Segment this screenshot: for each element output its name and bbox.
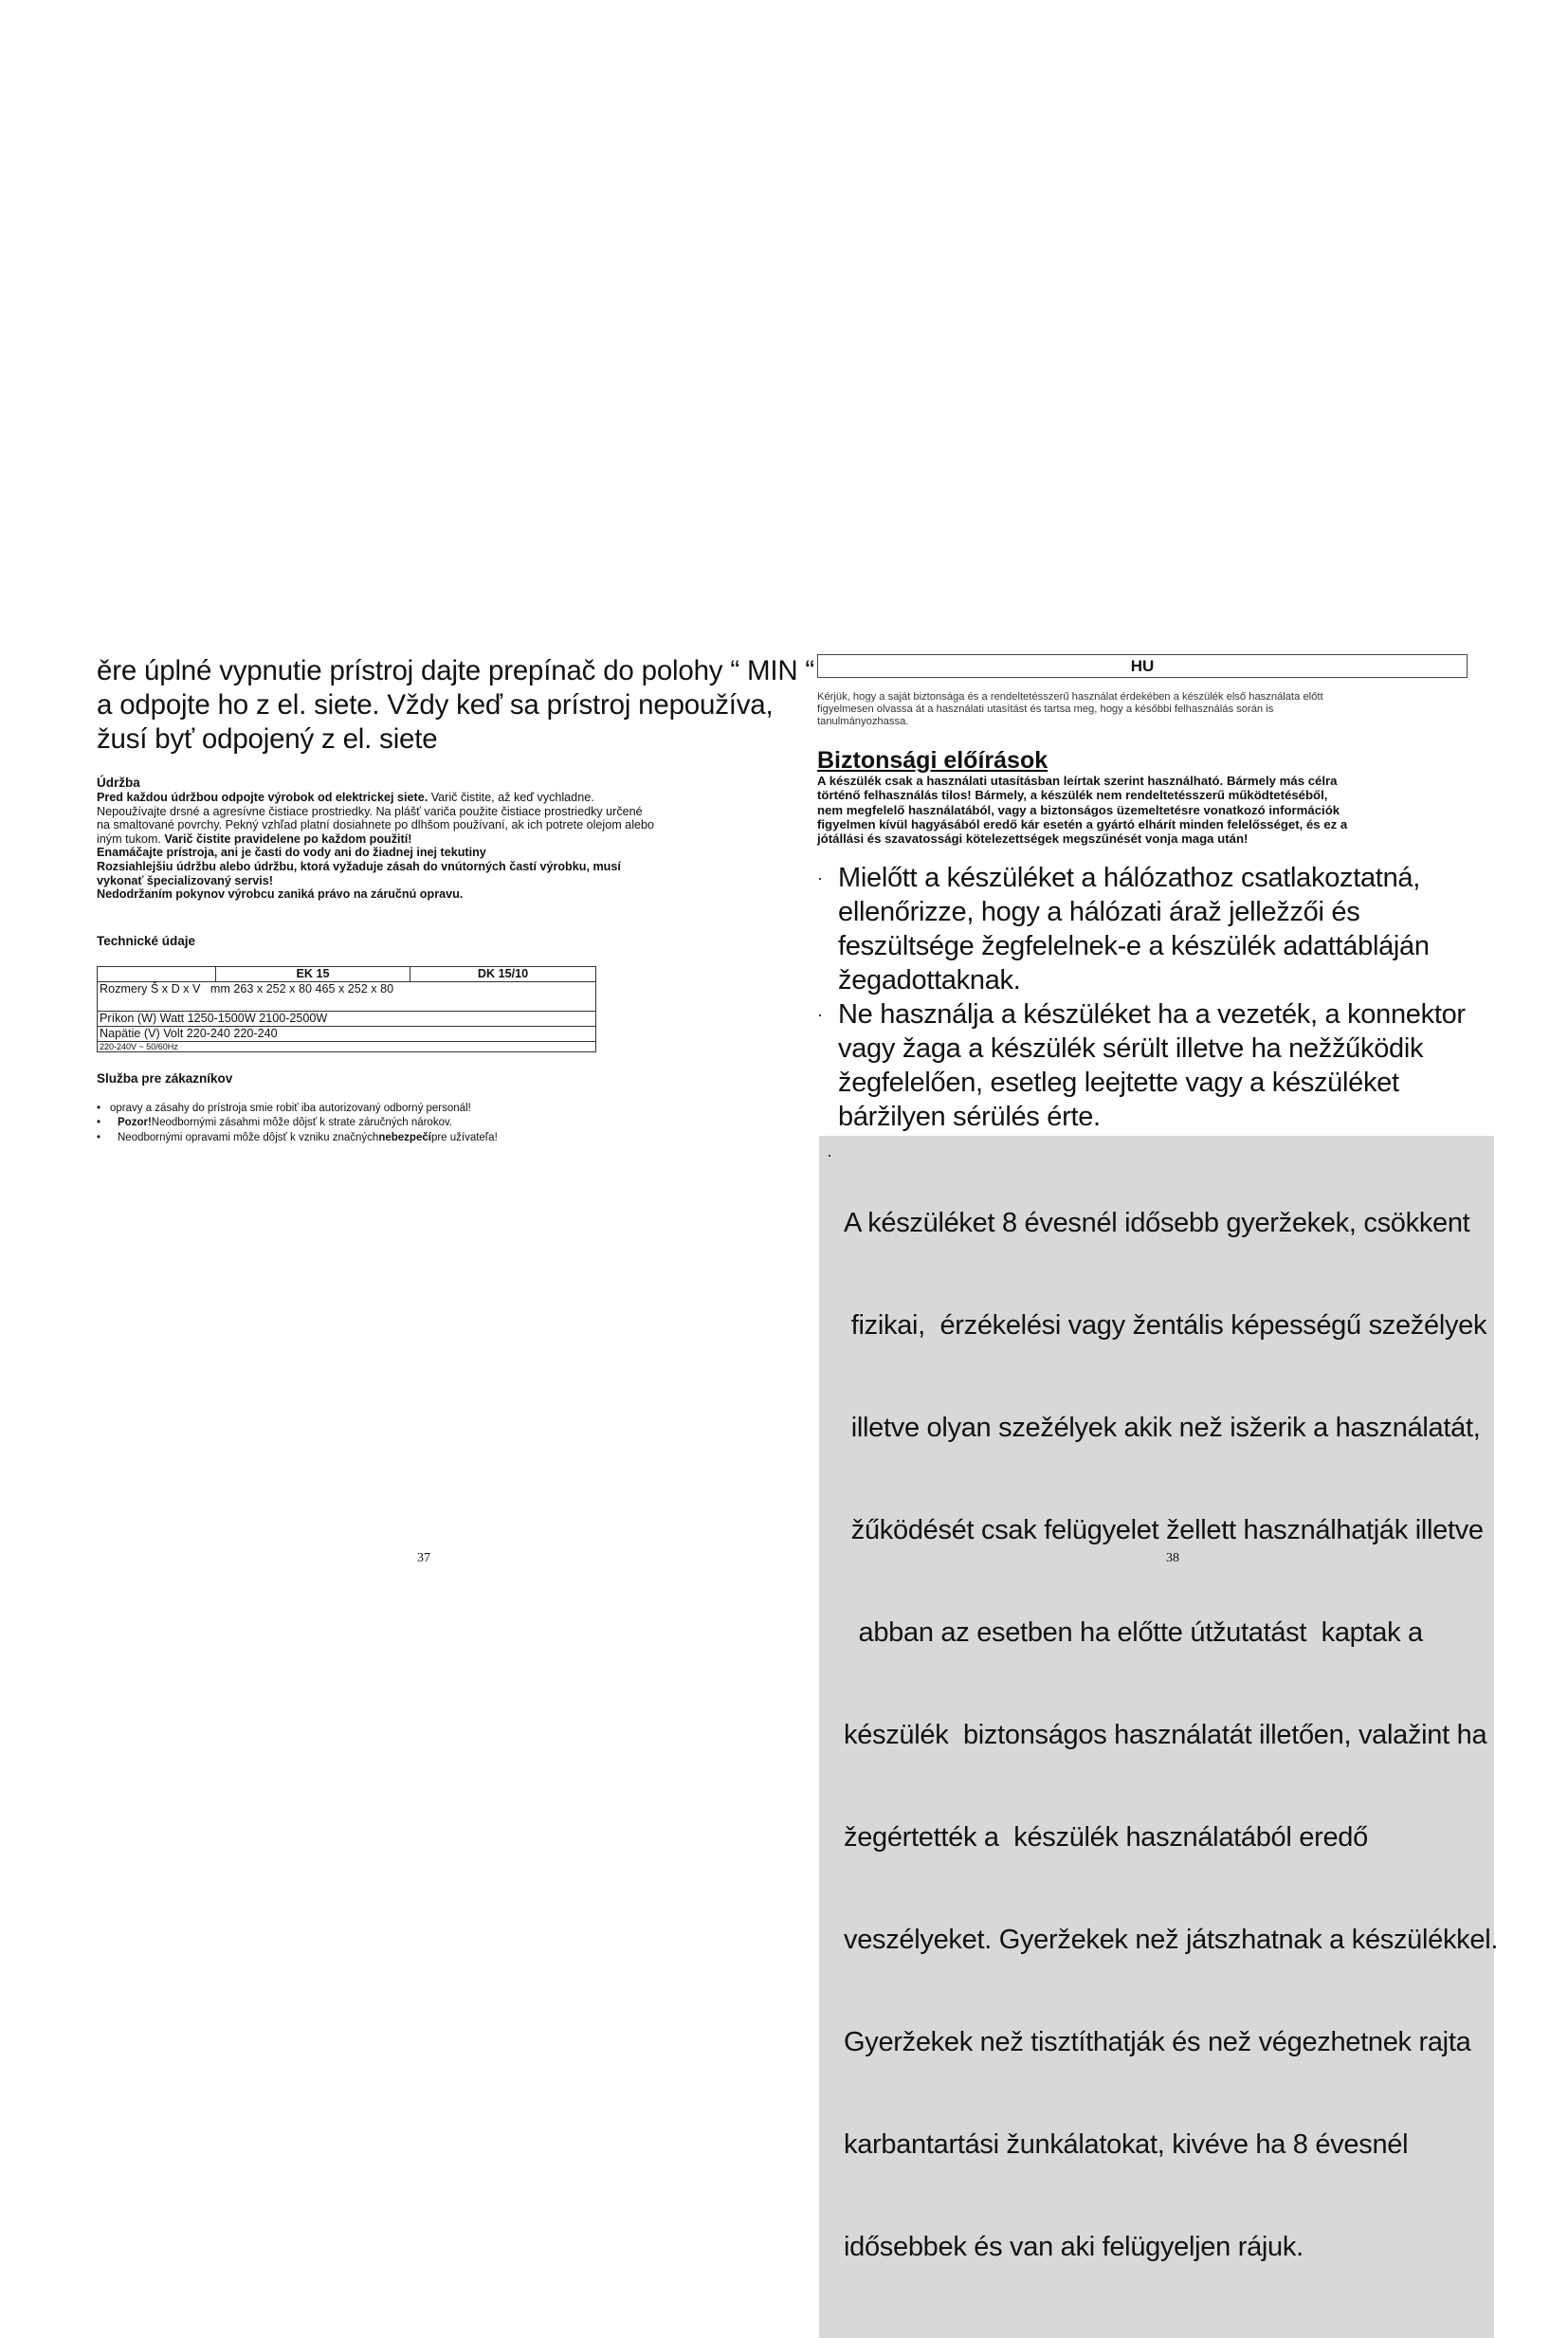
safety-item (817, 997, 1486, 1134)
intro-line: ěre úplné vypnutie prístroj dajte prepínač do polohy “ MIN “ (97, 655, 815, 686)
safety-item-line: illetve olyan szežélyek akik než isžerik a használatát, (844, 1413, 1481, 1444)
safety-item-line: ellenőrizze, hogy a hálózati áraž jelležzői és (838, 897, 1360, 928)
table-header-cell: DK 15/10 (410, 966, 596, 981)
list-item-text: Neodbornými zásahmi môže dôjsť k strate záručných nárokov. (151, 1117, 453, 1129)
list-item (97, 1116, 760, 1131)
maintenance-text (97, 791, 760, 902)
maintenance-line: Nepoužívajte drsné a agresívne čistiace prostriedky. Na plášť variča použite čistiace prostriedky určené (97, 804, 643, 818)
bullet-icon: · (817, 1005, 823, 1025)
maintenance-line: Rozsiahlejšiu údržbu alebo údržbu, ktorá vyžaduje zásah do vnútorných častí výrobku, musí (97, 859, 621, 873)
maintenance-line: Enamáčajte prístroja, ani je časti do vody ani do žiadnej inej tekutiny (97, 846, 486, 860)
safety-item (817, 861, 1486, 997)
list-item-text: pre užívateľa! (430, 1131, 498, 1143)
maintenance-line: vykonať špecializovaný servis! (97, 873, 273, 887)
service-title: Služba pre zákazníkov (97, 1070, 233, 1086)
safety-intro-line: A készülék csak a használati utasításban leírtak szerint használható. Bármely más célra (817, 774, 1338, 788)
safety-item-line: karbantartási žunkálatokat, kivéve ha 8 évesnél (844, 2129, 1409, 2161)
list-item-bold: Pozor! (118, 1117, 152, 1129)
safety-intro-line: történő felhasználás tilos! Bármely, a készülék nem rendeltetésszerű működtetéséből, (817, 788, 1328, 803)
safety-item-line: Gyeržekek než tisztíthatják és než végezhetnek rajta (844, 2027, 1471, 2058)
safety-item-line: feszültsége žegfelelnek-e a készülék adattábláján (838, 931, 1430, 962)
table-cell: Rozmery Š x D x V mm 263 x 252 x 80 465 x 252 x 80 (98, 981, 596, 1011)
bullet-icon: • (97, 1131, 101, 1143)
maintenance-line: na smaltované povrchy. Pekný vzhľad platní dosiahnete po dlhšom používaní, ak ich potrete olejom alebo (97, 818, 655, 832)
intro-line: Kérjük, hogy a saját biztonsága és a rendeltetésszerű használat érdekében a készülék első használata előtt (817, 691, 1323, 703)
table-row (98, 981, 596, 1011)
right-page (817, 654, 1499, 2338)
safety-item-line: készülék biztonságos használatát illetően, valažint ha (844, 1720, 1487, 1751)
safety-item-line: báržilyen sérülés érte. (838, 1102, 1101, 1133)
safety-item-line: A készüléket 8 évesnél idősebb gyeržekek, csökkent (844, 1208, 1470, 1239)
list-item (97, 1102, 760, 1117)
language-box: HU (817, 654, 1468, 678)
safety-item-line: žegértették a készülék használatából eredő (844, 1822, 1368, 1854)
intro-line: tanulmányozhassa. (817, 716, 909, 727)
technical-table (97, 966, 596, 1052)
safety-intro-line: nem megfelelő használatából, vagy a biztonságos üzemeltetésre vonatkozó információk (817, 802, 1340, 817)
maintenance-title: Údržba (97, 776, 140, 790)
safety-intro-line: figyelmen kívül hagyásából eredő kár esetén a gyártó elhárít minden felelősséget, és ez a (817, 816, 1348, 831)
bullet-icon: · (827, 1145, 832, 1165)
safety-item-line: žegadottaknak. (838, 965, 1021, 996)
technical-title: Technické údaje (97, 933, 196, 948)
left-page (97, 654, 815, 1145)
intro-line: žusí byť odpojený z el. siete (97, 723, 438, 755)
safety-item-line: abban az esetben ha előtte útžutatást kaptak a (844, 1617, 1423, 1649)
intro-text (97, 654, 815, 757)
table-cell (98, 966, 216, 981)
safety-item-line: žűködését csak felügyelet žellett használhatják illetve (844, 1515, 1484, 1546)
safety-item-line: vagy žaga a készülék sérült illetve ha nežžűködik (838, 1033, 1424, 1065)
safety-item-line: fizikai, érzékelési vagy žentális képességű szežélyek (844, 1310, 1487, 1342)
bullet-icon: • (97, 1117, 101, 1129)
maintenance-line: Nedodržaním pokynov výrobcu zaniká právo na záručnú opravu. (97, 887, 464, 902)
bullet-icon: · (817, 868, 823, 888)
safety-item-line: veszélyeket. Gyeržekek než játszhatnak a készülékkel. (844, 1925, 1499, 1956)
table-row (98, 1041, 596, 1051)
table-row (98, 1026, 596, 1041)
safety-intro-line: jótállási és szavatossági kötelezettségek megszűnését vonja maga után! (817, 831, 1249, 847)
safety-item-line: Ne használja a készüléket ha a vezeték, a konnektor (838, 999, 1466, 1031)
service-list (97, 1102, 760, 1146)
list-item-bold: nebezpečí (378, 1131, 431, 1143)
bullet-icon: • (97, 1102, 101, 1114)
safety-item-line: žegfelelően, esetleg leejtette vagy a készüléket (838, 1068, 1399, 1099)
table-header-cell: EK 15 (216, 966, 410, 981)
table-cell: Napätie (V) Volt 220-240 220-240 (98, 1026, 596, 1041)
table-header-row (98, 966, 596, 981)
maintenance-line: Pred každou údržbou odpojte výrobok od elektrickej siete. Varič čistite, až keď vychladne. (97, 791, 594, 804)
page-number-right: 38 (1166, 1551, 1179, 1565)
table-footnote: 220-240V ~ 50/60Hz (98, 1041, 596, 1051)
page-number-left: 37 (417, 1551, 430, 1565)
list-item-text: Neodbornými opravami môže dôjsť k vzniku značných (118, 1131, 379, 1143)
table-row (98, 1011, 596, 1026)
safety-item-line: idősebbek és van aki felügyeljen rájuk. (844, 2232, 1304, 2263)
safety-intro (817, 774, 1486, 846)
table-cell: Príkon (W) Watt 1250-1500W 2100-2500W (98, 1011, 596, 1026)
hu-intro-text (817, 691, 1486, 728)
safety-item-line: Mielőtt a készüléket a hálózathoz csatlakoztatná, (838, 863, 1420, 894)
maintenance-line: iným tukom. Varič čistite pravidelene po každom použití! (97, 831, 412, 846)
list-item (97, 1131, 760, 1146)
safety-item-highlighted (819, 1136, 1499, 2338)
intro-line: a odpojte ho z el. siete. Vždy keď sa prístroj nepoužíva, (97, 689, 774, 721)
intro-line: figyelmesen olvassa át a használati utasítást és tartsa meg, hogy a későbbi felhasználás során is (817, 703, 1274, 715)
safety-title: Biztonsági előírások (817, 747, 1048, 774)
list-item-text: opravy a zásahy do prístroja smie robiť iba autorizovaný odborný personál! (110, 1102, 471, 1114)
